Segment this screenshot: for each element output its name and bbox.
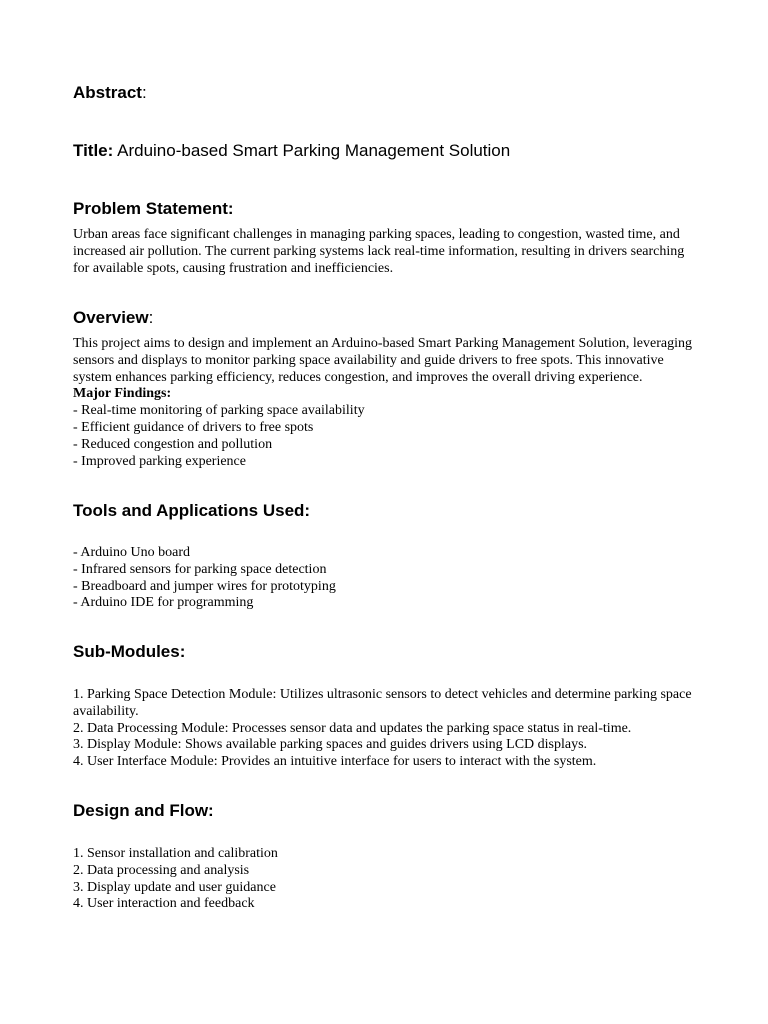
sub-modules-item: 3. Display Module: Shows available parking spaces and guides drivers using LCD displays. [73,737,588,753]
sub-modules-list [73,687,703,771]
overview-heading-label: Overview [73,308,149,327]
overview-heading-colon: : [148,308,154,327]
abstract-heading-label: Abstract [73,83,142,102]
findings-item: - Efficient guidance of drivers to free spots [73,419,314,435]
overview-body [73,336,698,470]
overview-heading [73,308,153,328]
problem-statement-text: Urban areas face significant challenges in managing parking spaces, leading to congestion, wasted time, and increased air pollution. The current parking systems lack real-time information, resulting in drivers searching for available spots, causing frustration and inefficiencies. [73,227,685,276]
design-flow-item: 2. Data processing and analysis [73,862,250,878]
design-flow-item: 3. Display update and user guidance [73,879,276,895]
problem-statement-heading [73,199,234,219]
sub-modules-item: 2. Data Processing Module: Processes sensor data and updates the parking space status in real-time. [73,720,632,736]
tools-item: - Breadboard and jumper wires for prototyping [73,578,336,594]
design-flow-list [73,846,698,913]
abstract-heading-colon: : [141,83,147,102]
title-label: Title: [73,141,114,160]
tools-item: - Infrared sensors for parking space detection [73,561,327,577]
title-text: Arduino-based Smart Parking Management Solution [117,141,511,160]
sub-modules-item: 4. User Interface Module: Provides an intuitive interface for users to interact with the system. [73,754,597,770]
design-flow-item: 4. User interaction and feedback [73,896,255,912]
overview-text: This project aims to design and implement an Arduino-based Smart Parking Management Solution, leveraging sensors and displays to monitor parking space availability and guide drivers to free spots. This innovative system enhances parking efficiency, reduces congestion, and improves the overall driving experience. [73,336,692,385]
design-flow-heading-label: Design and Flow: [73,801,214,820]
design-flow-heading [73,801,214,821]
tools-heading [73,501,310,521]
tools-item: - Arduino IDE for programming [73,595,254,611]
problem-statement-heading-label: Problem Statement: [73,199,234,218]
findings-item: - Reduced congestion and pollution [73,436,273,452]
design-flow-item: 1. Sensor installation and calibration [73,846,278,861]
sub-modules-item: 1. Parking Space Detection Module: Utilizes ultrasonic sensors to detect vehicles and determine parking space availability. [73,687,692,719]
tools-list [73,545,698,612]
findings-item: - Real-time monitoring of parking space availability [73,403,365,419]
tools-heading-label: Tools and Applications Used: [73,501,311,520]
sub-modules-heading-label: Sub-Modules: [73,642,186,661]
findings-item: - Improved parking experience [73,453,246,469]
major-findings-label: Major Findings: [73,386,172,402]
document-title [73,141,510,161]
sub-modules-heading [73,642,185,662]
abstract-heading [73,83,147,103]
tools-item: - Arduino Uno board [73,545,191,560]
